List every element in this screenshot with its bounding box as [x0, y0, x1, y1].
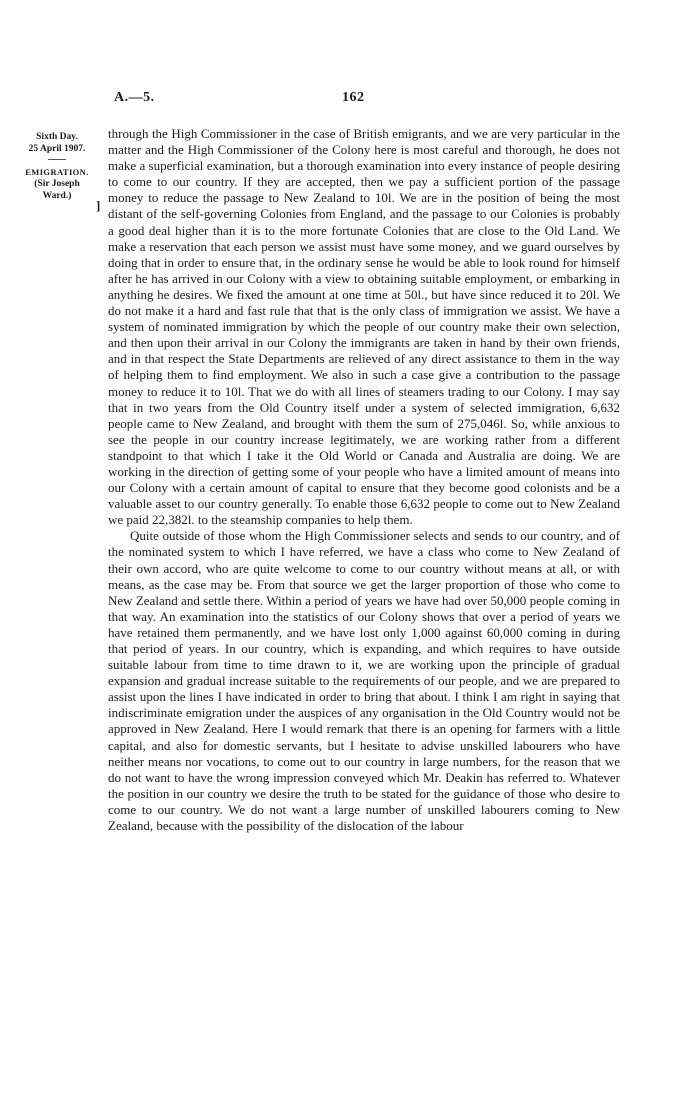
margin-speaker-line-1: (Sir Joseph — [34, 179, 80, 189]
margin-notes — [18, 131, 96, 202]
body-text — [108, 126, 620, 834]
margin-speaker-line-2: Ward.) — [42, 191, 72, 201]
margin-bracket-mark: ] — [96, 198, 101, 213]
margin-topic: EMIGRATION. — [25, 167, 89, 177]
paragraph-2: Quite outside of those whom the High Commissioner selects and sends to our country, and of the nominated system to which I have referred, we have a class who come to New Zealand of their own accord, who are quite welcome to come to our country without means at all, or with means, as the case may be. From that source we get the larger proportion of those who come to New Zealand and settle there. Within a period of years we have had over 50,000 people coming in that way. An examination into the statistics of our Colony shows that over a period of years we have retained them permanently, and we have lost only 1,000 against 60,000 coming in during that period of years. In our country, which is expanding, and which requires to have outside suitable labour from time to time drawn to it, we are working upon the principle of gradual expansion and gradual increase suitable to the requirements of our people, and we are prepared to assist upon the lines I have indicated in order to bring that about. I think I am right in saying that indiscriminate emigration under the auspices of any organisation in the Old Country would not be approved in New Zealand. Here I would remark that there is an opening for farmers with a little capital, and also for domestic servants, but I hesitate to advise unskilled labourers who have neither means nor vocations, to come out to our country in large numbers, for the reason that we do not want to have the wrong impression conveyed which Mr. Deakin has referred to. Whatever the position in our country we desire the truth to be stated for the guidance of those who desire to come to our country. We do not want a large number of unskilled labourers coming to New Zealand, because with the possibility of the dislocation of the labour — [108, 528, 620, 834]
page-number: 162 — [342, 90, 365, 105]
paragraph-1: through the High Commissioner in the case of British emigrants, and we are very particular in the matter and the High Commissioner of the Colony here is most careful and thorough, he does not make a superficial examination, but a thorough examination into every instance of people desiring to come to our country. If they are accepted, then we pay a sufficient portion of the passage money to reduce the passage to New Zealand to 10l. We are in the position of being the most distant of the self-governing Colonies from England, and the passage to our Colonies is probably a good deal higher than it is to the more fortunate Colonies that are close to the Old Land. We make a reservation that each person we assist must have some money, and we guard ourselves by doing that in order to ensure that, in the ordinary sense he would be able to look round for himself after he has arrived in our Colony with a view to obtaining suitable employment, or embarking in anything he desires. We fixed the amount at one time at 50l., but have since reduced it to 20l. We do not make it a hard and fast rule that that is the only class of immigration we assist. We have a system of nominated immigration by which the people of our country make their own selection, and then upon their arrival in our Colony the immigrants are taken in hand by their own friends, and in that respect the State Departments are relieved of any direct assistance to them in the way of helping them to find employment. We also in such a case give a contribution to the passage money to reduce it to 10l. That we do with all lines of steamers trading to our Colony. I may say that in two years from the Old Country itself under a system of selected immigration, 6,632 people came to New Zealand, and brought with them the sum of 275,046l. So, while anxious to see the people in our country increase legitimately, we are working rather from a different standpoint to that which I take it the Old World or Canada and Australia are doing. We are working in the direction of getting some of your people who have a limited amount of means into our Colony with a certain amount of capital to ensure that they become good colonists and be a valuable asset to our country generally. To enable those 6,632 people to come out to New Zealand we paid 22,382l. to the steamship companies to help them. — [108, 126, 620, 528]
margin-divider — [48, 159, 66, 160]
paper-reference: A.—5. — [114, 90, 155, 105]
margin-day: Sixth Day. — [36, 132, 78, 142]
margin-date: 25 April 1907. — [28, 144, 86, 154]
